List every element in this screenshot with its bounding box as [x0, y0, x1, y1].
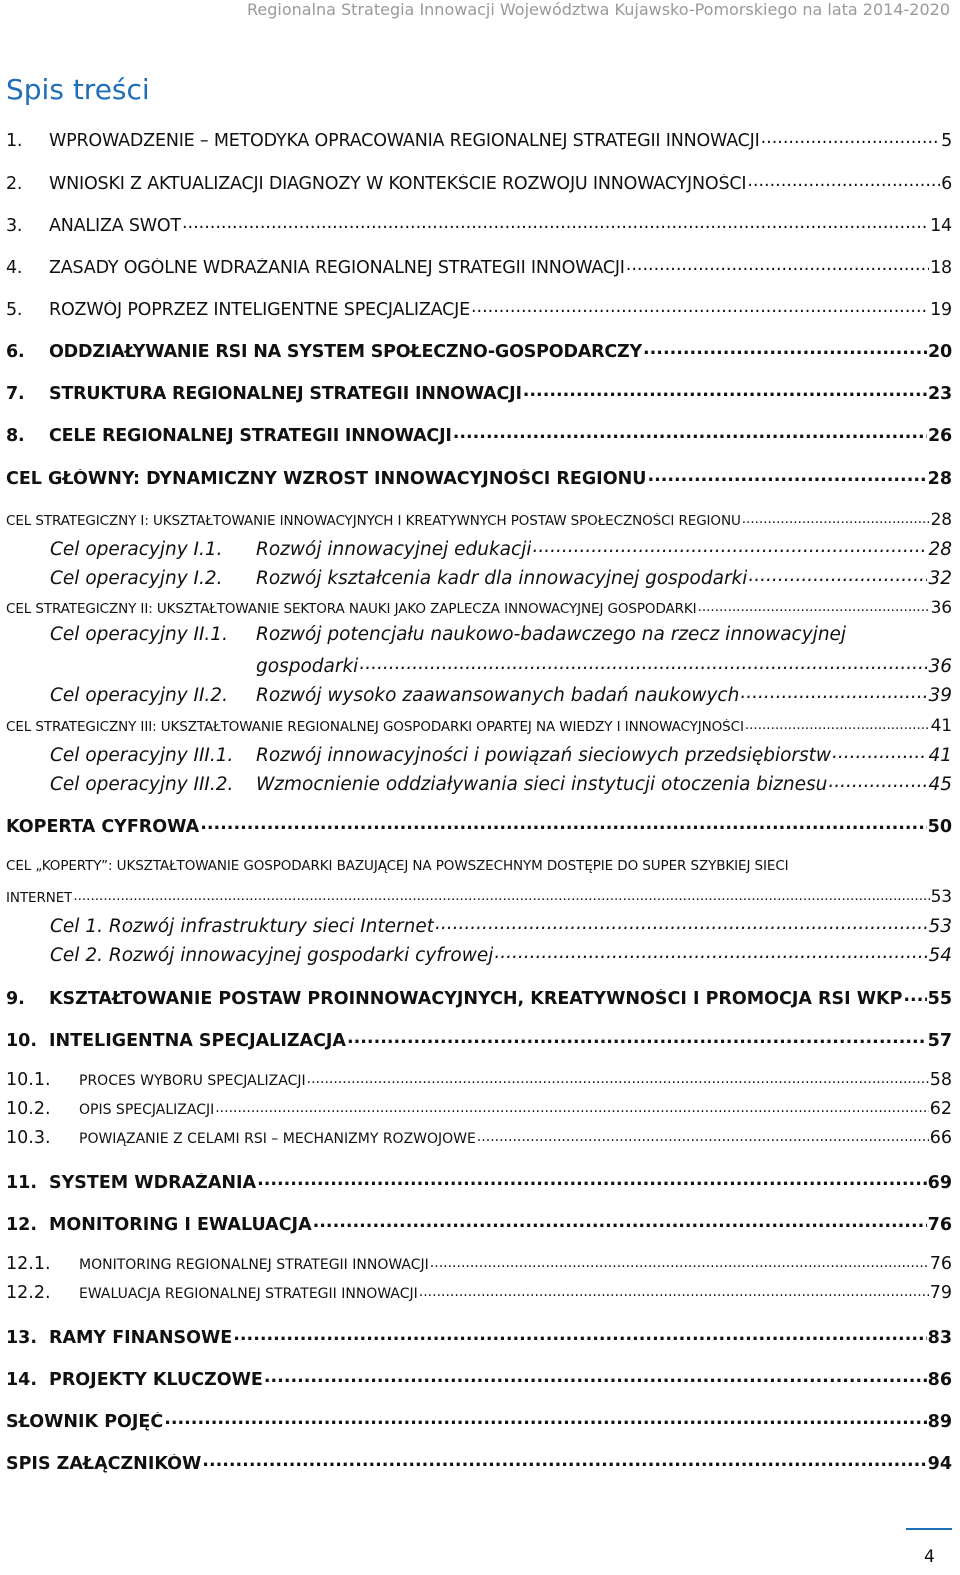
toc-entry[interactable]: 10.1. PROCES WYBORU SPECJALIZACJI ..... 58: [6, 1070, 952, 1090]
toc-title: Spis treści: [6, 73, 150, 106]
toc-entry[interactable]: CEL GŁÓWNY: DYNAMICZNY WZROST INNOWACYJNOŚCI REGIONU ..... 28: [6, 466, 952, 489]
toc-entry[interactable]: 14. PROJEKTY KLUCZOWE ..... 86: [6, 1367, 952, 1390]
toc-entry[interactable]: 6. ODDZIAŁYWANIE RSI NA SYSTEM SPOŁECZNO-GOSPODARCZY ..... 20: [6, 339, 952, 362]
toc-entry[interactable]: Cel operacyjny I.1. Rozwój innowacyjnej edukacji ..... 28: [6, 536, 952, 560]
toc-entry[interactable]: 4. ZASADY OGÓLNE WDRAŻANIA REGIONALNEJ STRATEGII INNOWACJI ..... 18: [6, 255, 952, 278]
toc-entry[interactable]: Cel 1. Rozwój infrastruktury sieci Internet ..... 53: [50, 913, 952, 937]
toc-entry[interactable]: SŁOWNIK POJĘĆ ..... 89: [6, 1409, 952, 1432]
toc-entry[interactable]: Cel 2. Rozwój innowacyjnej gospodarki cyfrowej ..... 54: [50, 942, 952, 966]
toc-entry[interactable]: 10. INTELIGENTNA SPECJALIZACJA ..... 57: [6, 1028, 952, 1051]
page-number: 4: [924, 1547, 935, 1567]
toc-entry[interactable]: Cel operacyjny III.1. Rozwój innowacyjności i powiązań sieciowych przedsiębiorstw ..... 41: [6, 742, 952, 766]
footer-rule: [906, 1528, 952, 1530]
toc-entry[interactable]: 10.3. POWIĄZANIE Z CELAMI RSI – MECHANIZMY ROZWOJOWE ..... 66: [6, 1128, 952, 1148]
toc-entry[interactable]: gospodarki ..... 36: [256, 653, 952, 677]
toc-entry-label[interactable]: CEL „KOPERTY”: UKSZTAŁTOWANIE GOSPODARKI BAZUJĄCEJ NA POWSZECHNYM DOSTĘPIE DO SUPER SZYBKIEJ SIECI: [6, 858, 789, 874]
toc-entry[interactable]: INTERNET ..... 53: [6, 887, 952, 907]
toc-entry[interactable]: CEL STRATEGICZNY II: UKSZTAŁTOWANIE SEKTORA NAUKI JAKO ZAPLECZA INNOWACYJNEJ GOSPODARKI ..... 36: [6, 598, 952, 618]
toc-entry[interactable]: 1. WPROWADZENIE – METODYKA OPRACOWANIA REGIONALNEJ STRATEGII INNOWACJI ..... 5: [6, 128, 952, 151]
toc-entry[interactable]: KOPERTA CYFROWA ..... 50: [6, 814, 952, 837]
toc-entry[interactable]: 7. STRUKTURA REGIONALNEJ STRATEGII INNOWACJI ..... 23: [6, 381, 952, 404]
toc-entry[interactable]: 3. ANALIZA SWOT ..... 14: [6, 213, 952, 236]
toc-entry[interactable]: 12.1. MONITORING REGIONALNEJ STRATEGII INNOWACJI ..... 76: [6, 1254, 952, 1274]
toc-entry[interactable]: Cel operacyjny III.2. Wzmocnienie oddziaływania sieci instytucji otoczenia biznesu ..... 45: [6, 771, 952, 795]
toc-entry-num: Cel operacyjny II.1.: [50, 624, 228, 645]
toc-entry[interactable]: 11. SYSTEM WDRAŻANIA ..... 69: [6, 1170, 952, 1193]
toc-entry[interactable]: 12.2. EWALUACJA REGIONALNEJ STRATEGII INNOWACJI ..... 79: [6, 1283, 952, 1303]
toc-entry[interactable]: 2. WNIOSKI Z AKTUALIZACJI DIAGNOZY W KONTEKŚCIE ROZWOJU INNOWACYJNOŚCI ..... 6: [6, 171, 952, 194]
running-header: Regionalna Strategia Innowacji Województwa Kujawsko-Pomorskiego na lata 2014-2020: [246, 0, 950, 19]
toc-entry[interactable]: 13. RAMY FINANSOWE ..... 83: [6, 1325, 952, 1348]
toc-entry[interactable]: 9. KSZTAŁTOWANIE POSTAW PROINNOWACYJNYCH, KREATYWNOŚCI I PROMOCJA RSI WKP ..... 55: [6, 986, 952, 1009]
toc-entry-label[interactable]: Rozwój potencjału naukowo-badawczego na rzecz innowacyjnej: [256, 624, 847, 645]
toc-entry[interactable]: CEL STRATEGICZNY I: UKSZTAŁTOWANIE INNOWACYJNYCH I KREATYWNYCH POSTAW SPOŁECZNOŚCI REGIONU ..... 28: [6, 510, 952, 530]
toc-entry[interactable]: 10.2. OPIS SPECJALIZACJI ..... 62: [6, 1099, 952, 1119]
toc-entry[interactable]: SPIS ZAŁĄCZNIKÓW ..... 94: [6, 1451, 952, 1474]
toc-entry[interactable]: Cel operacyjny I.2. Rozwój kształcenia kadr dla innowacyjnej gospodarki ..... 32: [6, 565, 952, 589]
toc-entry[interactable]: Cel operacyjny II.2. Rozwój wysoko zaawansowanych badań naukowych ..... 39: [6, 682, 952, 706]
toc-entry[interactable]: CEL STRATEGICZNY III: UKSZTAŁTOWANIE REGIONALNEJ GOSPODARKI OPARTEJ NA WIEDZY I INNOWACYJNOŚCI ..... 41: [6, 716, 952, 736]
toc-entry[interactable]: 12. MONITORING I EWALUACJA ..... 76: [6, 1212, 952, 1235]
toc-entry[interactable]: 5. ROZWÓJ POPRZEZ INTELIGENTNE SPECJALIZACJE ..... 19: [6, 297, 952, 320]
toc-entry[interactable]: 8. CELE REGIONALNEJ STRATEGII INNOWACJI ..... 26: [6, 423, 952, 446]
